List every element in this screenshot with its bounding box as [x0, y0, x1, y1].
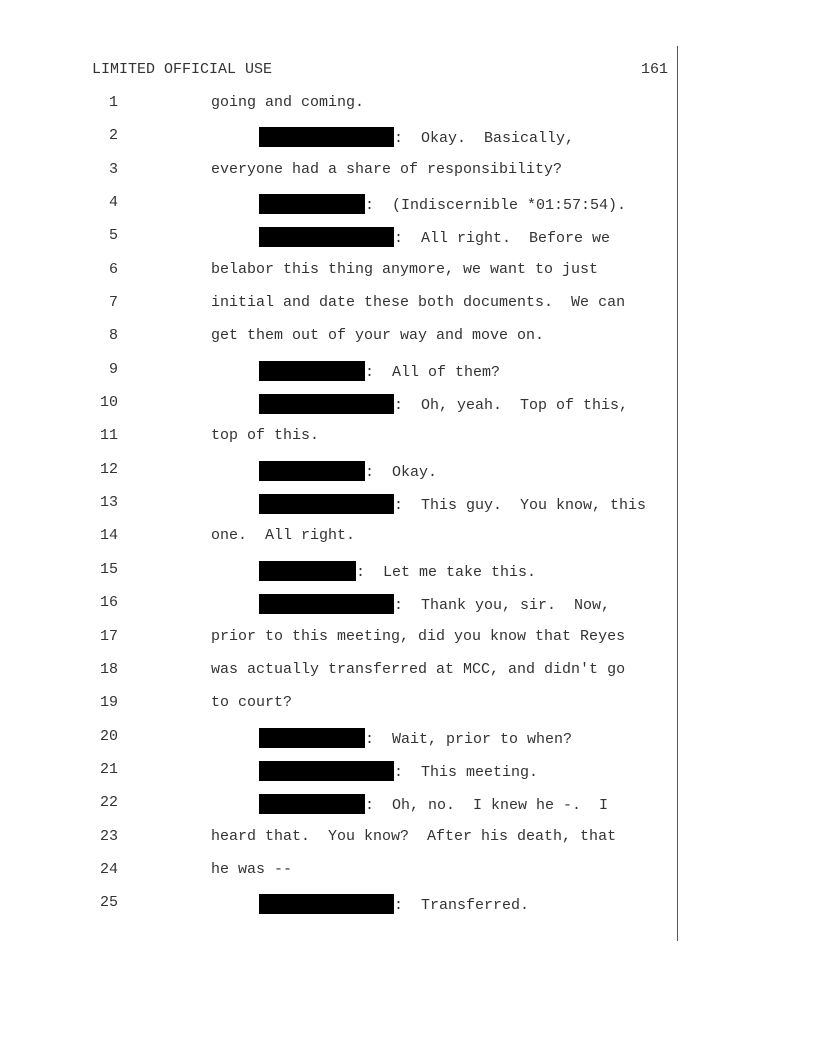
line-number: 5 — [108, 227, 118, 245]
line-text: : This meeting. — [394, 763, 539, 781]
line-text: prior to this meeting, did you know that Reyes — [211, 627, 626, 645]
line-number: 1 — [108, 94, 118, 111]
line-text: : Oh, no. I knew he -. I — [365, 797, 609, 815]
transcript-line — [0, 694, 816, 727]
page-header — [92, 61, 668, 81]
line-number: 24 — [99, 860, 118, 878]
redacted-speaker-name — [259, 394, 394, 414]
line-number: 22 — [99, 794, 118, 812]
line-number: 3 — [108, 160, 118, 178]
line-text: one. All right. — [211, 527, 356, 545]
transcript-line — [0, 828, 816, 861]
redacted-speaker-name — [259, 194, 365, 214]
redacted-speaker-name — [259, 794, 365, 814]
transcript-line — [0, 894, 816, 927]
page-number: 161 — [640, 61, 668, 78]
redacted-speaker-name — [259, 494, 394, 514]
transcript-line — [0, 461, 816, 494]
line-number: 11 — [99, 427, 118, 445]
speaker-line — [259, 594, 610, 614]
line-text: : Wait, prior to when? — [365, 730, 573, 748]
transcript-line — [0, 294, 816, 327]
speaker-line — [259, 494, 646, 514]
redacted-speaker-name — [259, 227, 394, 247]
transcript-line — [0, 728, 816, 761]
transcript-line — [0, 561, 816, 594]
transcript-line — [0, 761, 816, 794]
transcript-line — [0, 861, 816, 894]
line-text: : Thank you, sir. Now, — [394, 597, 611, 615]
line-text: everyone had a share of responsibility? — [211, 160, 563, 178]
line-number: 18 — [99, 660, 118, 678]
speaker-line — [259, 394, 628, 414]
line-number: 15 — [99, 560, 118, 578]
line-text: : All right. Before we — [394, 230, 611, 248]
line-number: 8 — [108, 327, 118, 345]
line-text: : Transferred. — [394, 897, 530, 915]
transcript-line — [0, 628, 816, 661]
line-number: 21 — [99, 760, 118, 778]
speaker-line — [259, 227, 610, 247]
speaker-line — [259, 794, 608, 814]
transcript-line — [0, 527, 816, 560]
transcript-line — [0, 494, 816, 527]
line-number: 17 — [99, 627, 118, 645]
speaker-line — [259, 194, 626, 214]
redacted-speaker-name — [259, 561, 356, 581]
line-text: to court? — [211, 694, 293, 712]
redacted-speaker-name — [259, 728, 365, 748]
line-number: 14 — [99, 527, 118, 545]
transcript-line — [0, 427, 816, 460]
line-text: : Okay. — [365, 463, 438, 481]
line-text: : Let me take this. — [356, 563, 537, 581]
line-text: initial and date these both documents. We can — [211, 294, 626, 312]
redacted-speaker-name — [259, 127, 394, 147]
speaker-line — [259, 561, 536, 581]
line-text: going and coming. — [211, 94, 365, 111]
speaker-line — [259, 761, 538, 781]
line-number: 23 — [99, 827, 118, 845]
classification-label: LIMITED OFFICIAL USE — [92, 61, 273, 78]
line-number: 6 — [108, 260, 118, 278]
transcript-line — [0, 194, 816, 227]
redacted-speaker-name — [259, 594, 394, 614]
transcript-line — [0, 227, 816, 260]
line-text: heard that. You know? After his death, that — [211, 827, 617, 845]
speaker-line — [259, 461, 437, 481]
transcript-line — [0, 394, 816, 427]
line-number: 13 — [99, 494, 118, 512]
line-number: 2 — [108, 127, 118, 145]
line-text: belabor this thing anymore, we want to just — [211, 260, 599, 278]
line-text: : (Indiscernible *01:57:54). — [365, 197, 627, 215]
line-number: 10 — [99, 394, 118, 412]
transcript-line — [0, 361, 816, 394]
transcript-line — [0, 594, 816, 627]
line-number: 25 — [99, 894, 118, 912]
line-number: 16 — [99, 594, 118, 612]
speaker-line — [259, 894, 529, 914]
line-text: he was -- — [211, 860, 293, 878]
redacted-speaker-name — [259, 361, 365, 381]
line-number: 9 — [108, 360, 118, 378]
line-number: 4 — [108, 194, 118, 212]
line-text: : Oh, yeah. Top of this, — [394, 397, 629, 415]
transcript-body — [0, 94, 816, 928]
line-text: : This guy. You know, this — [394, 497, 647, 515]
transcript-line — [0, 794, 816, 827]
transcript-line — [0, 94, 816, 127]
transcript-line — [0, 127, 816, 160]
speaker-line — [259, 361, 500, 381]
line-number: 7 — [108, 294, 118, 312]
line-number: 20 — [99, 727, 118, 745]
transcript-line — [0, 661, 816, 694]
line-text: : All of them? — [365, 363, 501, 381]
speaker-line — [259, 127, 574, 147]
redacted-speaker-name — [259, 461, 365, 481]
redacted-speaker-name — [259, 761, 394, 781]
line-number: 12 — [99, 460, 118, 478]
transcript-line — [0, 327, 816, 360]
line-number: 19 — [99, 694, 118, 712]
line-text: : Okay. Basically, — [394, 130, 575, 148]
transcript-line — [0, 261, 816, 294]
line-text: was actually transferred at MCC, and didn't go — [211, 660, 626, 678]
speaker-line — [259, 728, 572, 748]
line-text: get them out of your way and move on. — [211, 327, 545, 345]
redacted-speaker-name — [259, 894, 394, 914]
line-text: top of this. — [211, 427, 320, 445]
transcript-line — [0, 161, 816, 194]
